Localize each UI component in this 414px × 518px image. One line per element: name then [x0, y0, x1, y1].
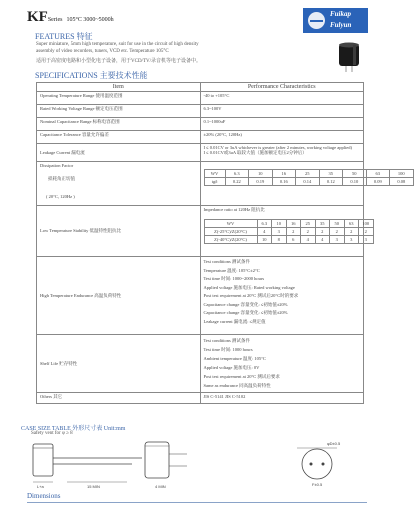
col-header-item: Item: [37, 83, 201, 92]
perf-capacitance: 0.1~1000uF: [200, 118, 364, 131]
capacitor-body-drawing: [145, 442, 187, 489]
lead-label: L+a: [37, 484, 44, 489]
item-dissipation-factor: Dissipation Factor 损耗角正切值 ( 20°C, 120Hz ): [37, 162, 201, 206]
safety-vent-note: Safety vent for φ ≥ 8: [31, 431, 73, 436]
dia-label: φD±0.5: [327, 441, 341, 446]
pitch-label: F±0.5: [312, 482, 323, 487]
feature-line: assembly of video recorders, tuners, VCD etc. Temperature 105°C: [36, 49, 169, 54]
series-label: Series: [47, 17, 63, 23]
df-voltage-row: WV 6.3 10 16 25 35 50 63 100: [204, 170, 413, 178]
lowtemp-subtable: WV 6.3 10 16 25 35 50 63 100 Z(-25°C)/Z(20°C) 4 3 2 2 2 2 2 2 Z(-40°C)/Z(20°C) 10 8 6 4 4 3 3 3: [204, 219, 374, 244]
brand-logo: [303, 8, 368, 33]
df-voltage: 63: [366, 170, 390, 178]
case-drawing: [27, 438, 367, 490]
df-value: 0.09: [366, 178, 390, 186]
df-voltage: 6.3: [225, 170, 249, 178]
df-value: 0.19: [249, 178, 273, 186]
feature-line: Super miniature, 5mm high temperature, suit for use in the circuit of high density: [36, 42, 199, 47]
series-code: KF: [27, 9, 48, 25]
item-leakage: Leakage Current 漏电流: [37, 144, 201, 162]
df-voltage: 25: [296, 170, 320, 178]
item-low-temperature: Low Temperature Stability 低温特性阻抗比: [37, 206, 201, 257]
df-voltage: 16: [272, 170, 296, 178]
item-others: Others 其它: [37, 393, 201, 404]
specifications-heading: SPECIFICATIONS 主要技术性能: [35, 71, 148, 80]
dimensions-heading: Dimensions: [27, 492, 61, 500]
df-voltage: 100: [390, 170, 414, 178]
specifications-table: [36, 82, 406, 404]
min-label: 4 MIN: [155, 484, 166, 489]
dimensions-divider: [27, 502, 367, 503]
perf-tolerance: ±20% (20°C, 120Hz): [200, 131, 364, 144]
logo-line2: Fulyun: [330, 21, 352, 29]
item-capacitance: Nominal Capacitance Range 标称电容范围: [37, 118, 201, 131]
df-value: 0.08: [390, 178, 414, 186]
perf-voltage: 6.3~100V: [200, 105, 364, 118]
df-subtable: [204, 169, 414, 186]
perf-shelf-life: Test conditions 测试条件 Test time 时间: 1000 hours Ambient temperature 温度: 105°C Applied voltage 施加电压: 0V Post test requirement at 20°C 测试后要求 Same as endurance 同高温负荷特性: [200, 335, 364, 393]
perf-low-temperature: Impedance ratio at 120Hz 阻抗比 WV 6.3 10 16 25 35 50 63 100 Z(-25°C)/Z(20°C) 4 3 2 2 2 2 2 2 Z(-40°C)/Z(20°C) 10 8 6 4 4 3 3 3: [200, 206, 364, 257]
capacitor-end-drawing: [297, 441, 341, 487]
series-subtitle: 105°C 3000~5000h: [66, 17, 114, 23]
df-voltage: 10: [249, 170, 273, 178]
df-value: 0.12: [319, 178, 343, 186]
item-temperature: Operating Temperature Range 使用温度范围: [37, 92, 201, 105]
df-value: 0.16: [272, 178, 296, 186]
case-size-heading: CASE SIZE TABLE 外形尺寸表 Unit:mm: [21, 426, 126, 432]
length-label: 15 MIN: [87, 484, 100, 489]
series-title: [27, 8, 114, 26]
item-shelf-life: Shelf Life 贮存特性: [37, 335, 201, 393]
item-endurance: High Temperature Endurance 高温负荷特性: [37, 257, 201, 335]
df-value: 0.14: [296, 178, 320, 186]
df-value-row: tgδ 0.22 0.19 0.16 0.14 0.12 0.10 0.09 0.08: [204, 178, 413, 186]
perf-others: JIS C-5141 JIS C-5102: [200, 393, 364, 404]
perf-dissipation-factor: [200, 162, 406, 206]
perf-endurance: Test conditions 测试条件 Temperature 温度: 105°C±2°C Test time 时间: 1000~2000 hours Applied voltage 施加电压: Rated working voltage Post test requirement at 20°C 测试后20°C时的要求 Capacitance change 容量变化: ≤初始值±20% Capacitance change 容量变化: ≤初始值±20% Leakage current 漏电流: ≤规定值: [200, 257, 364, 335]
perf-temperature: -40 to +105°C: [200, 92, 364, 105]
df-value: 0.22: [225, 178, 249, 186]
item-voltage: Rated Working Voltage Range 额定电压范围: [37, 105, 201, 118]
feature-line: 适用于高密度电路和小型化电子设备，用于VCD/TV/录音机等电子设备中。: [36, 59, 202, 64]
df-voltage: 35: [319, 170, 343, 178]
features-heading: FEATURES 特征: [35, 32, 93, 41]
df-voltage: 50: [343, 170, 367, 178]
capacitor-image-icon: [335, 42, 365, 72]
df-value: 0.10: [343, 178, 367, 186]
col-header-performance: Performance Characteristics: [200, 83, 364, 92]
logo-line1: Fuikap: [330, 10, 352, 18]
perf-leakage: I ≤ 0.01CV or 3uA whichever is greater (after 2 minutes, working voltage applied) I ≤ 0.01CV或3uA 取较大值（施加额定电压2分钟后）: [200, 144, 364, 162]
item-tolerance: Capacitance Tolerance 容量允许偏差: [37, 131, 201, 144]
capacitor-side-drawing: [33, 444, 142, 489]
